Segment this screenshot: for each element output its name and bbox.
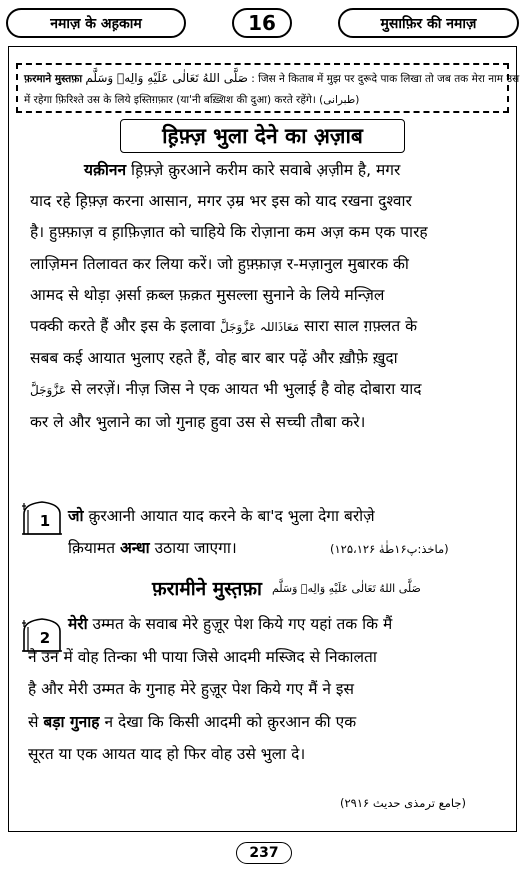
section-title: ह़िफ़्ज़ भुला देने का अ़ज़ाब: [120, 119, 405, 153]
item-number: 2: [39, 629, 51, 647]
item-2-reference: (جامع ترمذی حدیث ۲۹۱۶): [340, 796, 466, 810]
item-text: से: [28, 712, 44, 731]
item-lead-word: मेरी: [68, 615, 88, 633]
header-book-title: नमाज़ के अह़काम: [6, 8, 186, 38]
item-text: है और मेरी उम्मत के गुनाह मेरे हुज़ूर पेश किये गए मैं ने इस: [28, 680, 355, 698]
footer-page-number: 237: [236, 842, 292, 864]
hadith-text-1: : जिस ने किताब में मुझ पर दुरूदे पाक लिखा तो जब तक मेरा नाम उस: [251, 73, 520, 85]
item-text: उठाया जाएगा।: [149, 539, 237, 557]
arabic-azzawajal: عَزَّوَجَلَّ: [30, 383, 67, 398]
item-bold-phrase: बड़ा गुनाह: [43, 712, 100, 731]
subsection-title: [152, 575, 472, 601]
subsection-salawat: صَلَّى اللهُ تَعَالٰى عَلَيْهِ وَالِهٖ وَسَلَّم: [271, 581, 421, 595]
hadith-text-2: में रहेगा फ़िरिश्ते उस के लिये इस्तिग़फ़ार (या'नी बख़्शिश की दुआ) करते रहेंगे।: [24, 94, 316, 106]
item-number: 1: [39, 512, 51, 530]
item-text: ने उन में वोह तिन्का भी पाया जिसे आदमी मस्जिद से निकालता: [28, 647, 377, 666]
paragraph-line: है। हुफ़्फ़ाज़ व ह़ाफ़िज़ात को चाहिये कि रोज़ाना कम अज़ कम एक पारह: [30, 223, 428, 242]
paragraph-line: सारा साल ग़फ़्लत के: [303, 317, 418, 336]
item-lead-word: जो: [68, 507, 84, 525]
item-text: क़ियामत: [68, 539, 120, 557]
paragraph-1: [30, 155, 495, 438]
item-text: उम्मत के सवाब मेरे हुज़ूर पेश किये गए यहां तक कि मैं: [87, 615, 393, 633]
paragraph-line: लाज़िमन तिलावत कर लिया करें। जो हुफ़्फ़ाज़ र-मज़ानुल मुबारक की: [30, 254, 409, 273]
subsection-title-text: फ़रामीने मुस्त़फ़ा: [152, 578, 262, 600]
paragraph-line: कर ले और भुलाने का जो गुनाह हुवा उस से सच्ची तौबा करे।: [30, 412, 366, 431]
item-text: क़ुरआनी आयात याद करने के बा'द भुला देगा बरोज़े: [83, 507, 375, 525]
paragraph-line: सबब कई आयात भुलाए रहते हैं, वोह बार बार पढ़ें और ख़ौफ़े ख़ुदा: [30, 349, 398, 368]
paragraph-lead-word: यक़ीनन: [84, 161, 127, 179]
arabic-maazallah: مَعَاذَاللہ عَزَّوَجَلَّ: [219, 320, 300, 335]
item-1-reference: (ماخذ:پ۱۶طٰهٰ ۱۲۵،۱۲۶): [330, 542, 449, 556]
header-chapter-title: मुसाफ़िर की नमाज़: [338, 8, 519, 38]
item-bold-word: अन्धा: [119, 539, 150, 557]
hadith-source: (طبرانی): [319, 94, 360, 106]
salawat-text: صَلَّى اللهُ تَعَالٰى عَلَيْهِ وَالِهٖ وَسَلَّم: [85, 71, 248, 85]
item-text: न देखा कि किसी आदमी को क़ुरआन की एक: [99, 712, 357, 731]
hadith-label: फ़रमाने मुस्तफ़ा: [24, 73, 83, 85]
item-2: [28, 608, 500, 771]
item-text: सूरत या एक आयत याद हो फिर वोह उसे भुला दे।: [28, 745, 306, 763]
header-page-number: 16: [232, 8, 292, 38]
item-number-badge: [20, 500, 64, 536]
paragraph-line: आमद से थोड़ा अ़र्सा क़ब्ल फ़क़त मुसल्ला सुनाने के लिये मन्ज़िल: [30, 285, 385, 304]
paragraph-line: से लरज़ें। नीज़ जिस ने एक आयत भी भुलाई है वोह दोबारा याद: [71, 380, 422, 399]
hadith-box: [16, 63, 520, 113]
dome-ornament-icon: [20, 500, 64, 536]
paragraph-line: ह़िफ़्ज़े क़ुरआने करीम कारे सवाबे अ़ज़ीम है, मगर: [126, 161, 401, 179]
paragraph-line: याद रहे ह़िफ़्ज़ करना आसान, मगर उ़म्र भर इस को याद रखना दुश्वार: [30, 192, 412, 211]
paragraph-line-start: पक्की करते हैं और इस के इलावा: [30, 317, 215, 336]
